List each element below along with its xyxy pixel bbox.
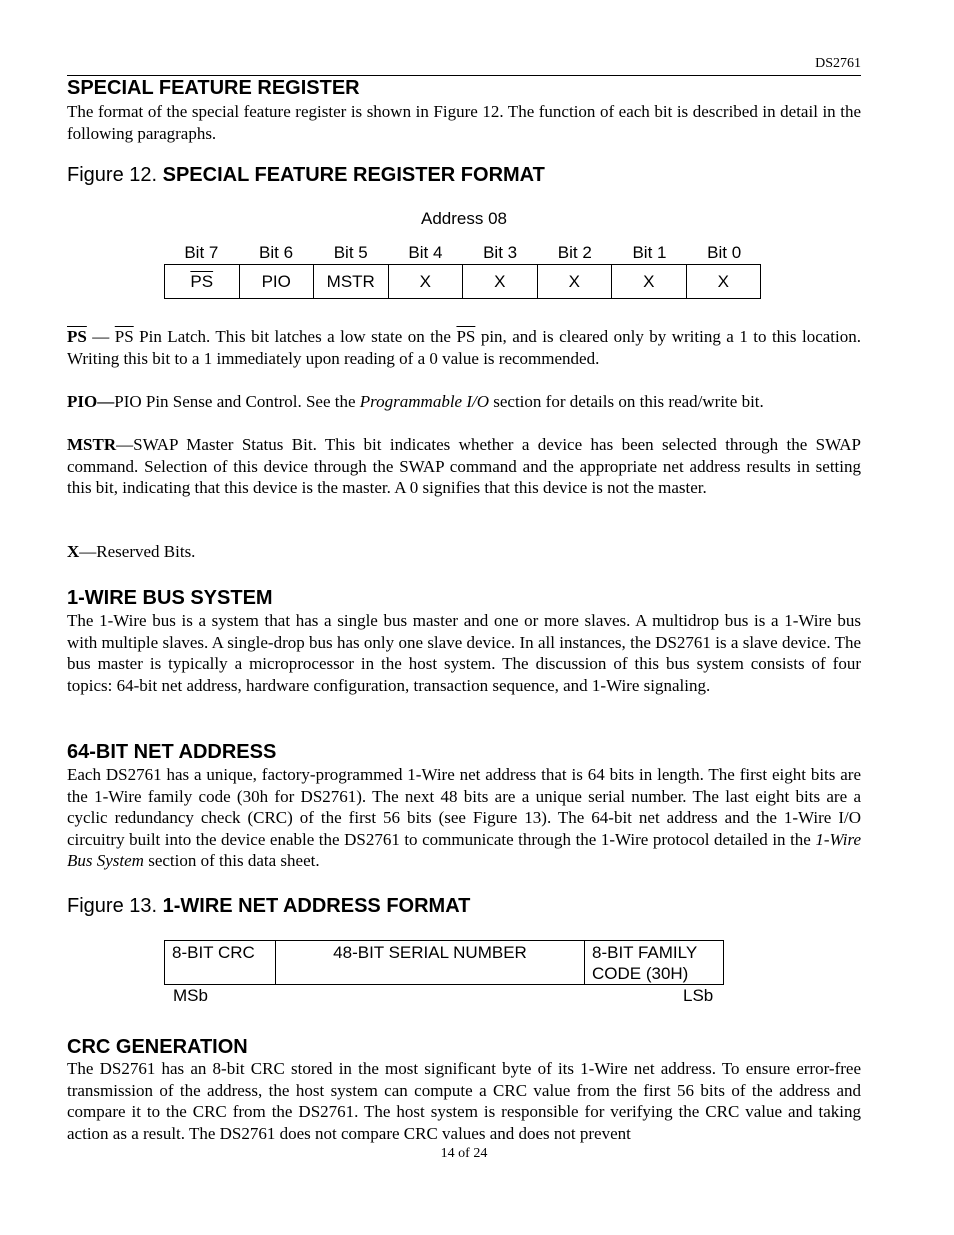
sfr-intro: The format of the special feature register is shown in Figure 12. The function of each bit is described in detail in the following paragraphs. <box>67 102 861 143</box>
figure13-caption <box>67 895 470 917</box>
register-cell: $\overline{PS}$ <box>165 265 240 299</box>
register-cell: PIO <box>239 265 314 299</box>
bus-text: The 1-Wire bus is a system that has a single bus master and one or more slaves. A multidrop bus is a 1-Wire bus with multiple slaves. A single-drop bus has only one slave device. In all instances, the DS2761 is a slave device. The bus master is typically a microprocessor in the host system. The discussion of this bus system consists of four topics: 64-bit net address, hardware configuration, transaction sequence, and 1-Wire signaling. <box>67 611 861 695</box>
crc-cell: 8-BIT CRC <box>165 941 276 985</box>
bit-header: Bit 7 <box>184 243 219 262</box>
serial-cell: 48-BIT SERIAL NUMBER <box>276 941 585 985</box>
register-table <box>164 264 761 299</box>
register-cell: X <box>388 265 463 299</box>
figure12-caption <box>67 164 545 186</box>
register-cell: X <box>537 265 612 299</box>
register-cell: X <box>612 265 687 299</box>
net-address-table <box>164 940 724 985</box>
bus-section-link: 1-Wire Bus System <box>67 829 861 870</box>
figure13-title: 1-WIRE NET ADDRESS FORMAT <box>162 895 471 917</box>
doc-id: DS2761 <box>815 56 861 71</box>
figure12-label: Figure 12. <box>67 164 163 186</box>
msb-label: MSb <box>173 986 208 1005</box>
header-rule <box>67 75 861 76</box>
x-description: X—Reserved Bits. <box>67 542 196 561</box>
section-title-addr: 64-BIT NET ADDRESS <box>67 741 277 763</box>
section-title-sfr: SPECIAL FEATURE REGISTER <box>67 77 360 99</box>
family-cell: 8-BIT FAMILY CODE (30H) <box>585 941 724 985</box>
pio-description: PIO—PIO Pin Sense and Control. See the Programmable I/O section for details on this read/write bit. <box>67 392 764 411</box>
section-title-bus: 1-WIRE BUS SYSTEM <box>67 587 273 609</box>
mstr-description: MSTR—SWAP Master Status Bit. This bit indicates whether a device has been selected through the SWAP command. Selection of this device through the SWAP command and the appropriate net address results in setting this bit, indicating that this device is the master. A 0 signifies that this device is not the master. <box>67 435 861 497</box>
figure12-title: SPECIAL FEATURE REGISTER FORMAT <box>162 164 545 186</box>
bit-header: Bit 3 <box>483 243 518 262</box>
figure13-label: Figure 13. <box>67 895 163 917</box>
bit-header: Bit 2 <box>557 243 592 262</box>
register-row <box>165 265 761 299</box>
pio-section-link: Programmable I/O <box>359 392 489 411</box>
bit-header: Bit 4 <box>408 243 443 262</box>
bit-header: Bit 6 <box>259 243 294 262</box>
register-cell: MSTR <box>314 265 389 299</box>
ps-description: $\overline{PS}$ — $\overline{PS}$ Pin Latch. This bit latches a low state on the $\overline{PS}$ pin, and is cleared only by writing a 1 to this location. Writing this bit to a 1 immediately upon reading of a 0 value is recommended. <box>67 327 861 368</box>
crc-text: The DS2761 has an 8-bit CRC stored in the most significant byte of its 1-Wire net address. To ensure error-free transmission of the address, the host system can compute a CRC value from the first 56 bits of the address and compare it to the CRC from the DS2761. The host system is responsible for verifying the CRC value and taking action as a result. The DS2761 does not compare CRC values and does not prevent <box>67 1059 861 1143</box>
bit-header-row <box>164 243 762 263</box>
register-address: Address 08 <box>421 209 507 228</box>
register-cell: X <box>686 265 761 299</box>
net-address-row <box>165 941 724 985</box>
bit-header: Bit 0 <box>707 243 742 262</box>
page-number: 14 of 24 <box>440 1146 488 1161</box>
bit-header: Bit 1 <box>632 243 667 262</box>
bit-header: Bit 5 <box>333 243 368 262</box>
section-title-crc: CRC GENERATION <box>67 1036 248 1058</box>
lsb-label: LSb <box>683 986 714 1005</box>
addr-text: Each DS2761 has a unique, factory-programmed 1-Wire net address that is 64 bits in length. The first eight bits are the 1-Wire family code (30h for DS2761). The next 48 bits are a unique serial number. The last eight bits are a cyclic redundancy check (CRC) of the first 56 bits (see Figure 13). The 64-bit net address and the 1-Wire I/O circuitry built into the device enable the DS2761 to communicate through the 1-Wire protocol detailed in the 1-Wire Bus System section of this data sheet. <box>67 765 861 870</box>
register-cell: X <box>463 265 538 299</box>
